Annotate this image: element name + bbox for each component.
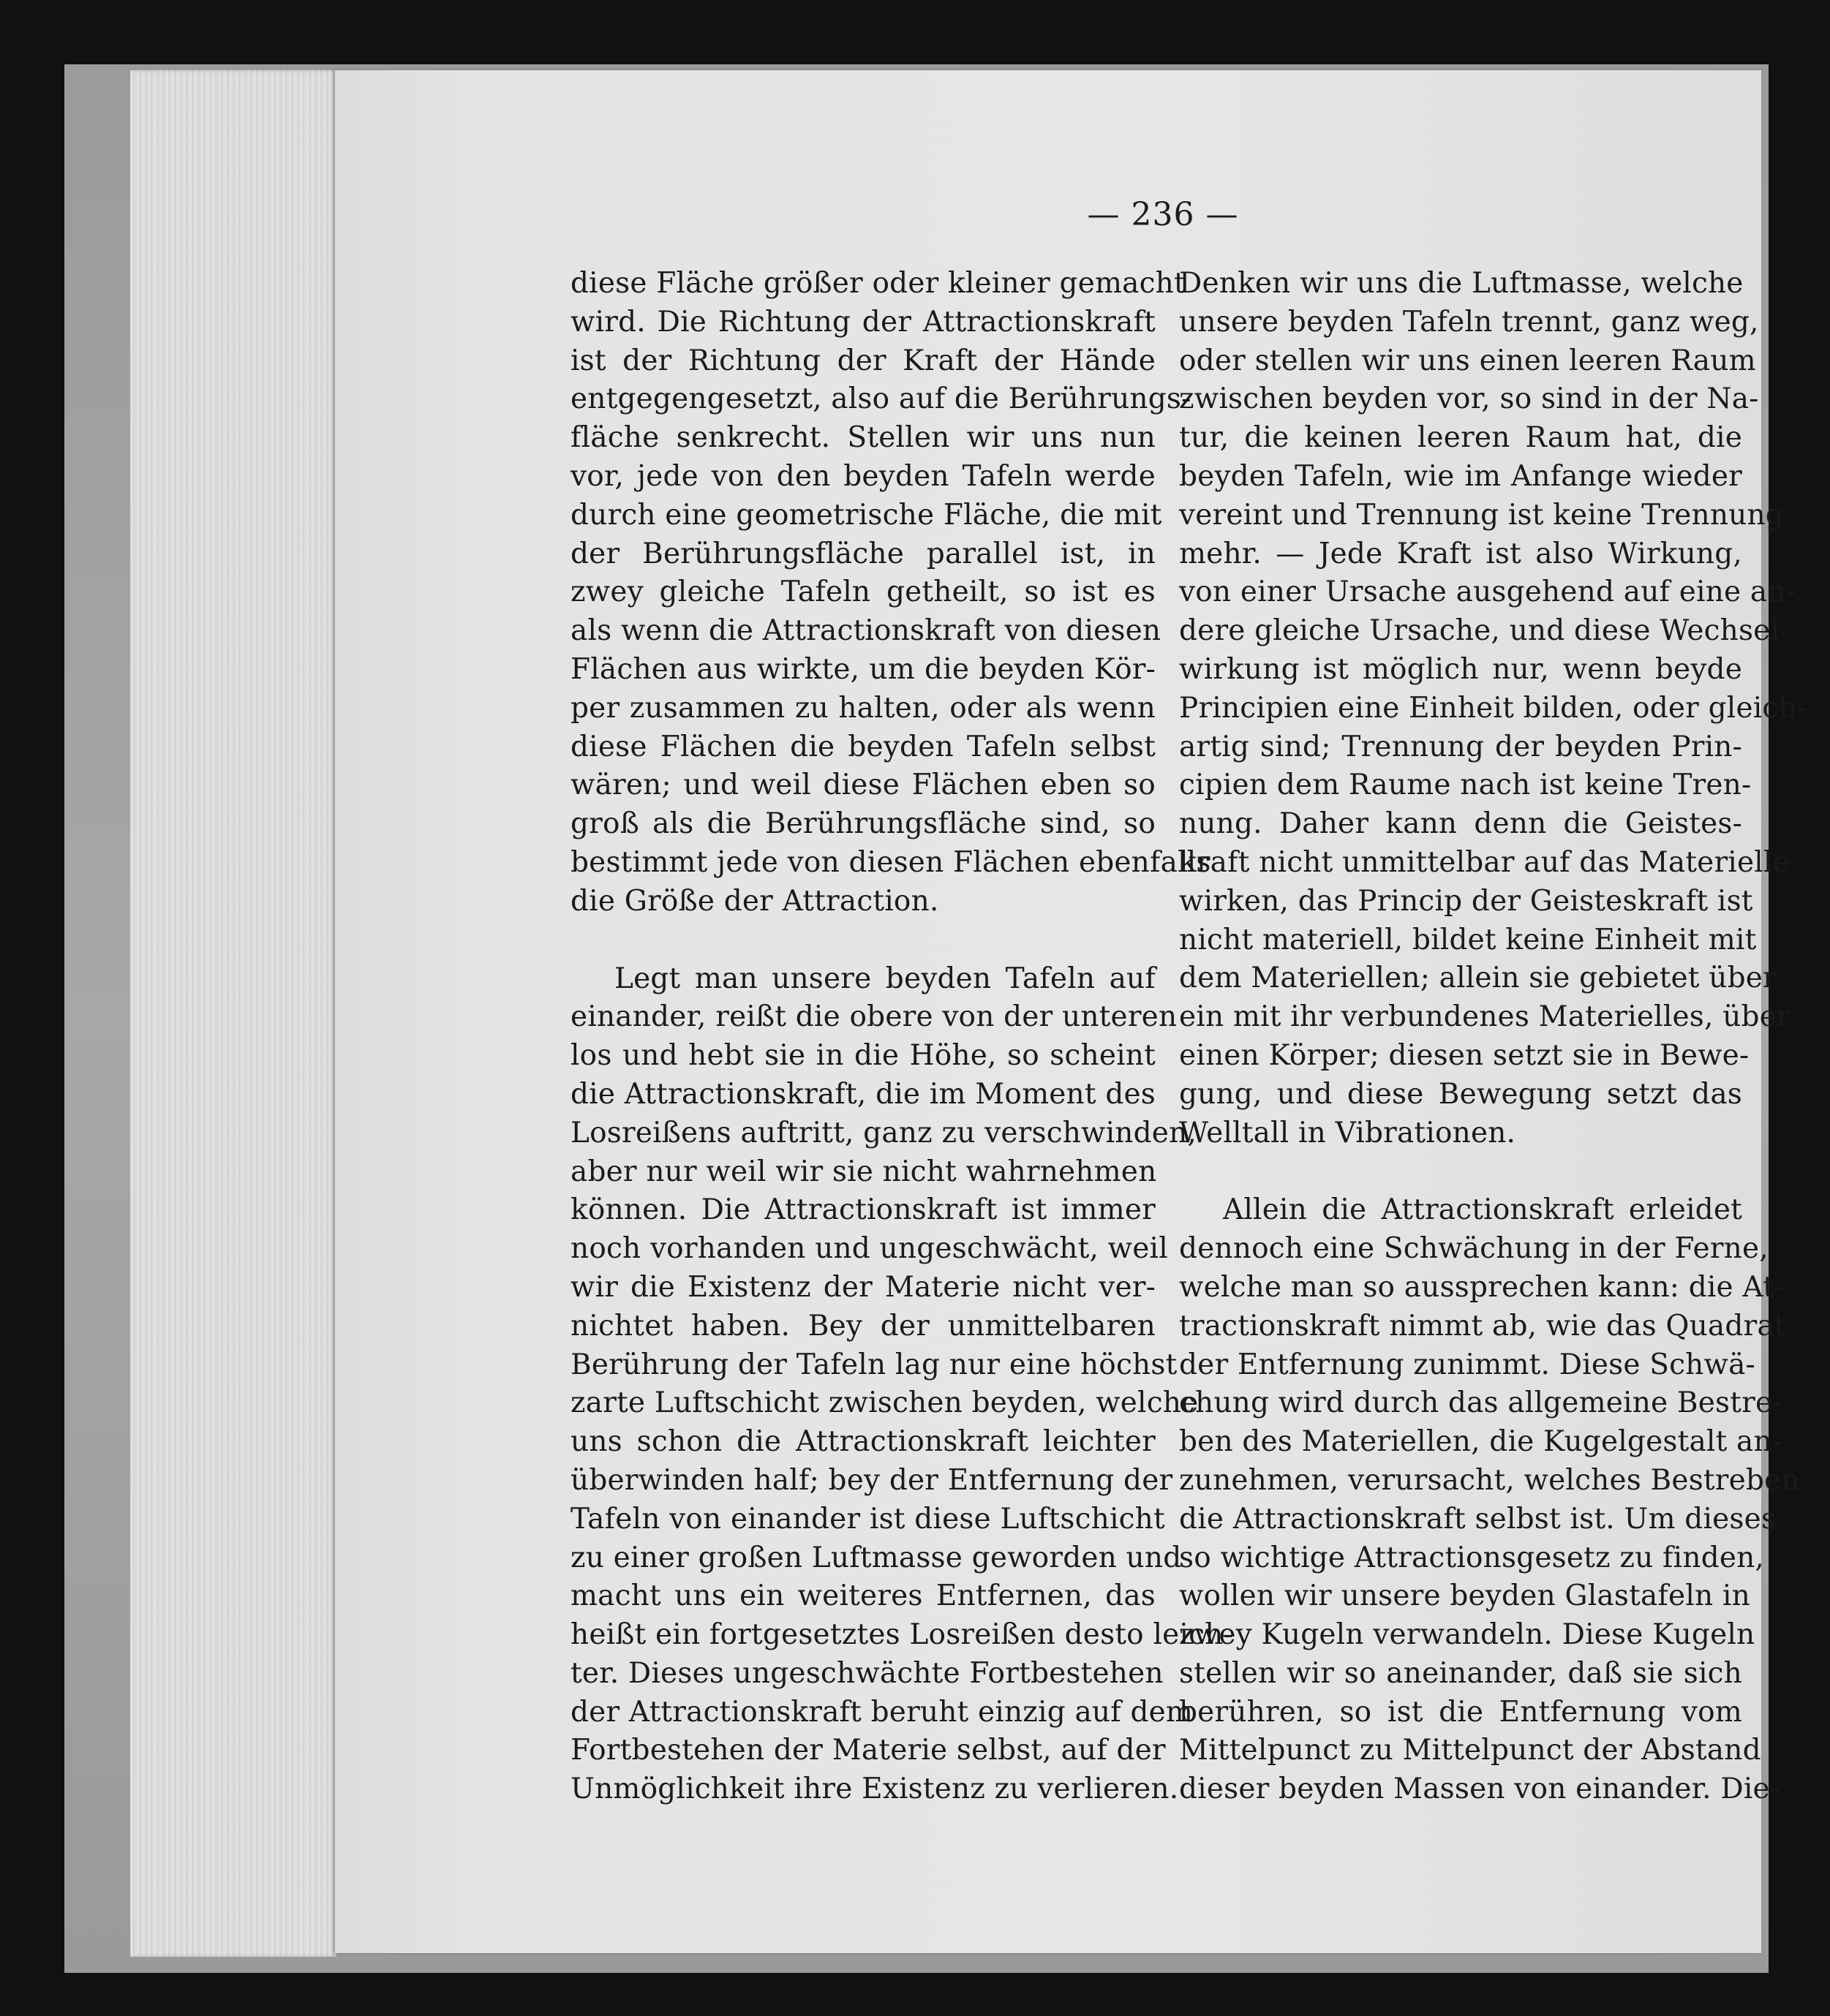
text-line: Flächen aus wirkte, um die beyden Kör- (571, 652, 1156, 686)
text-line: per zusammen zu halten, oder als wenn (571, 691, 1156, 725)
text-line: groß als die Berührungsfläche sind, so (571, 807, 1156, 841)
text-line: vor, jede von den beyden Tafeln werde (571, 459, 1156, 493)
text-line: Losreißens auftritt, ganz zu verschwinden, (571, 1116, 1197, 1149)
text-line: Principien eine Einheit bilden, oder gleich- (1179, 691, 1807, 725)
text-line: dennoch eine Schwächung in der Ferne, (1179, 1232, 1769, 1266)
text-line: beyden Tafeln, wie im Anfange wieder (1179, 459, 1742, 493)
text-line: zwischen beyden vor, so sind in der Na- (1179, 382, 1759, 416)
text-line: können. Die Attractionskraft ist immer (571, 1193, 1156, 1227)
text-line: oder stellen wir uns einen leeren Raum (1179, 344, 1756, 377)
text-line: der Attractionskraft beruht einzig auf dem (571, 1695, 1194, 1729)
text-line: los und hebt sie in die Höhe, so scheint (571, 1039, 1156, 1073)
text-line: bestimmt jede von diesen Flächen ebenfalls (571, 845, 1211, 879)
text-line: fläche senkrecht. Stellen wir uns nun (571, 421, 1156, 455)
text-line: durch eine geometrische Fläche, die mit (571, 498, 1162, 532)
text-line: so wichtige Attractionsgesetz zu finden, (1179, 1541, 1765, 1574)
text-line: berühren, so ist die Entfernung vom (1179, 1695, 1742, 1729)
text-line: stellen wir so aneinander, daß sie sich (1179, 1656, 1742, 1690)
text-line: Unmöglichkeit ihre Existenz zu verlieren. (571, 1773, 1179, 1806)
text-line: uns schon die Attractionskraft leichter (571, 1425, 1156, 1459)
text-line: ist der Richtung der Kraft der Hände (571, 344, 1156, 377)
text-line: wirken, das Princip der Geisteskraft ist (1179, 884, 1753, 918)
text-line: Berührung der Tafeln lag nur eine höchst (571, 1348, 1178, 1381)
text-line: macht uns ein weiteres Entfernen, das (571, 1579, 1156, 1613)
text-line: wären; und weil diese Flächen eben so (571, 769, 1156, 802)
text-line: dere gleiche Ursache, und diese Wechsel- (1179, 614, 1790, 648)
text-line: nichtet haben. Bey der unmittelbaren (571, 1309, 1156, 1343)
text-line: entgegengesetzt, also auf die Berührungs- (571, 382, 1191, 416)
text-line: Allein die Attractionskraft erleidet (1223, 1193, 1742, 1227)
text-line: zwey gleiche Tafeln getheilt, so ist es (571, 575, 1156, 609)
text-line: der Berührungsfläche parallel ist, in (571, 537, 1156, 570)
text-line: mehr. — Jede Kraft ist also Wirkung, (1179, 537, 1742, 570)
text-line: die Attractionskraft selbst ist. Um dieses (1179, 1502, 1777, 1536)
text-line: noch vorhanden und ungeschwächt, weil (571, 1232, 1168, 1266)
text-line: diese Flächen die beyden Tafeln selbst (571, 730, 1156, 763)
text-line: als wenn die Attractionskraft von diesen (571, 614, 1161, 648)
text-line: unsere beyden Tafeln trennt, ganz weg, (1179, 305, 1759, 339)
text-line: ter. Dieses ungeschwächte Fortbestehen (571, 1656, 1164, 1690)
text-line: wir die Existenz der Materie nicht ver- (571, 1270, 1156, 1304)
text-line: zarte Luftschicht zwischen beyden, welche (571, 1386, 1199, 1420)
paragraph-gap (571, 921, 1156, 960)
text-line: Legt man unsere beyden Tafeln auf (614, 962, 1156, 995)
text-line: kraft nicht unmittelbar auf das Materielle (1179, 845, 1790, 879)
text-line: nung. Daher kann denn die Geistes- (1179, 807, 1742, 841)
text-line: überwinden half; bey der Entfernung der (571, 1463, 1173, 1497)
text-line: Welltall in Vibrationen. (1179, 1116, 1516, 1149)
text-line: chung wird durch das allgemeine Bestre- (1179, 1386, 1782, 1420)
paragraph-gap (1179, 1152, 1742, 1191)
text-line: einen Körper; diesen setzt sie in Bewe- (1179, 1038, 1750, 1072)
text-line: dieser beyden Massen von einander. Die- (1179, 1773, 1780, 1806)
text-line: die Größe der Attraction. (571, 884, 939, 918)
text-line: wird. Die Richtung der Attractionskraft (571, 305, 1156, 339)
text-line: zwey Kugeln verwandeln. Diese Kugeln (1179, 1618, 1755, 1652)
text-line: artig sind; Trennung der beyden Prin- (1179, 730, 1742, 763)
page-stack-edge (130, 70, 336, 1957)
text-line: ein mit ihr verbundenes Materielles, über (1179, 1000, 1791, 1034)
text-line: aber nur weil wir sie nicht wahrnehmen (571, 1155, 1157, 1188)
text-line: die Attractionskraft, die im Moment des (571, 1077, 1156, 1111)
text-line: zunehmen, verursacht, welches Bestreben (1179, 1463, 1800, 1497)
text-line: diese Fläche größer oder kleiner gemacht (571, 267, 1186, 300)
text-line: cipien dem Raume nach ist keine Tren- (1179, 769, 1752, 802)
text-line: tur, die keinen leeren Raum hat, die (1179, 421, 1742, 455)
text-line: Mittelpunct zu Mittelpunct der Abstand (1179, 1734, 1761, 1767)
text-line: nicht materiell, bildet keine Einheit mit (1179, 923, 1757, 956)
text-line: von einer Ursache ausgehend auf eine an- (1179, 575, 1796, 609)
right-text-column (1179, 265, 1807, 1809)
text-line: wollen wir unsere beyden Glastafeln in (1179, 1579, 1750, 1613)
left-text-column (571, 265, 1233, 1809)
text-line: Denken wir uns die Luftmasse, welche (1179, 267, 1744, 300)
text-line: vereint und Trennung ist keine Trennung (1179, 498, 1784, 532)
page-number: — 236 — (1087, 196, 1239, 233)
text-line: Fortbestehen der Materie selbst, auf der (571, 1734, 1166, 1767)
text-line: wirkung ist möglich nur, wenn beyde (1179, 652, 1742, 686)
text-line: dem Materiellen; allein sie gebietet über (1179, 962, 1777, 995)
text-line: zu einer großen Luftmasse geworden und (571, 1541, 1182, 1574)
text-line: einander, reißt die obere von der unteren (571, 1000, 1178, 1034)
text-line: tractionskraft nimmt ab, wie das Quadrat (1179, 1309, 1786, 1343)
text-line: welche man so aussprechen kann: die At- (1179, 1270, 1785, 1304)
text-line: Tafeln von einander ist diese Luftschicht (571, 1502, 1165, 1536)
text-line: heißt ein fortgesetztes Losreißen desto leich- (571, 1618, 1233, 1652)
text-line: der Entfernung zunimmt. Diese Schwä- (1179, 1348, 1755, 1381)
text-line: gung, und diese Bewegung setzt das (1179, 1077, 1742, 1111)
text-line: ben des Materiellen, die Kugelgestalt an- (1179, 1425, 1782, 1459)
